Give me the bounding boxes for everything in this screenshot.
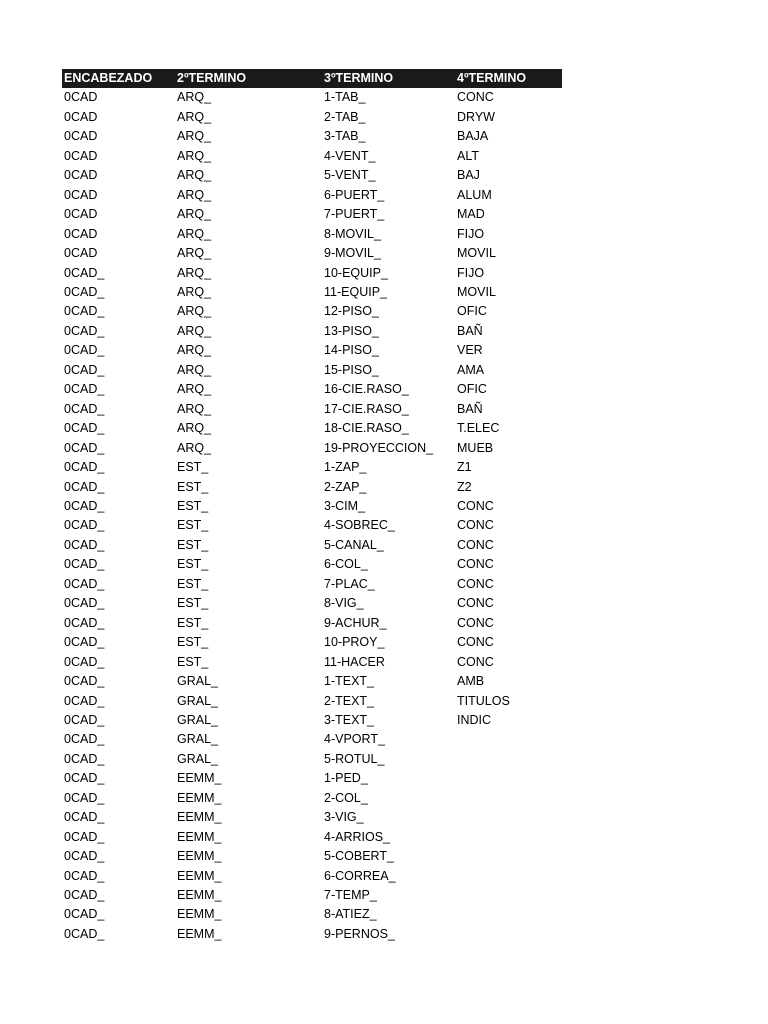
cell-3-termino: 1-TEXT_ <box>324 674 375 689</box>
table-row <box>62 867 562 886</box>
cell-3-termino: 5-CANAL_ <box>324 537 384 552</box>
cell-4-termino: T.ELEC <box>457 421 500 436</box>
cell-3-termino: 2-TEXT_ <box>324 693 375 708</box>
cell-encabezado: 0CAD_ <box>64 596 105 611</box>
cell-2-termino: GRAL_ <box>177 712 218 727</box>
cell-2-termino: EEMM_ <box>177 926 222 941</box>
cell-4-termino: AMB <box>457 674 485 689</box>
cell-2-termino: ARQ_ <box>177 265 212 280</box>
cell-2-termino: ARQ_ <box>177 401 212 416</box>
table-row <box>62 127 562 146</box>
cell-4-termino: CONC <box>457 596 494 611</box>
cell-3-termino: 12-PISO_ <box>324 304 379 319</box>
cell-4-termino: INDIC <box>457 712 492 727</box>
cell-encabezado: 0CAD_ <box>64 518 105 533</box>
cell-4-termino: MOVIL <box>457 284 496 299</box>
cell-4-termino <box>455 925 562 944</box>
cell-4-termino: BAJ <box>457 168 480 183</box>
cell-4-termino: OFIC <box>457 382 487 397</box>
table-row <box>62 692 562 711</box>
cell-3-termino: 7-PLAC_ <box>324 576 375 591</box>
cell-3-termino: 8-VIG_ <box>324 596 364 611</box>
cell-3-termino: 8-ATIEZ_ <box>324 907 377 922</box>
cell-3-termino: 3-VIG_ <box>324 810 364 825</box>
table-row <box>62 905 562 924</box>
cell-4-termino: ALT <box>457 148 479 163</box>
cell-encabezado: 0CAD_ <box>64 693 105 708</box>
cell-2-termino: ARQ_ <box>177 284 212 299</box>
cell-2-termino: ARQ_ <box>177 382 212 397</box>
cell-2-termino: GRAL_ <box>177 751 218 766</box>
cell-encabezado: 0CAD_ <box>64 732 105 747</box>
cell-encabezado: 0CAD_ <box>64 498 105 513</box>
table-row <box>62 225 562 244</box>
naming-table-sheet <box>62 69 562 944</box>
table-row <box>62 361 562 380</box>
cell-3-termino: 5-VENT_ <box>324 168 376 183</box>
table-row <box>62 380 562 399</box>
cell-4-termino: CONC <box>457 615 494 630</box>
cell-encabezado: 0CAD_ <box>64 868 105 883</box>
cell-encabezado: 0CAD_ <box>64 712 105 727</box>
table-row <box>62 575 562 594</box>
cell-3-termino: 9-ACHUR_ <box>324 615 387 630</box>
table-row <box>62 244 562 263</box>
table-row <box>62 322 562 341</box>
cell-2-termino: ARQ_ <box>177 207 212 222</box>
cell-encabezado: 0CAD_ <box>64 362 105 377</box>
cell-encabezado: 0CAD <box>64 246 98 261</box>
cell-encabezado: 0CAD <box>64 129 98 144</box>
table-row <box>62 166 562 185</box>
cell-3-termino: 18-CIE.RASO_ <box>324 421 409 436</box>
cell-3-termino: 3-TAB_ <box>324 129 366 144</box>
table-row <box>62 88 562 107</box>
table-row <box>62 828 562 847</box>
cell-3-termino: 14-PISO_ <box>324 343 379 358</box>
cell-encabezado: 0CAD_ <box>64 576 105 591</box>
cell-2-termino: EST_ <box>177 576 209 591</box>
cell-encabezado: 0CAD_ <box>64 323 105 338</box>
cell-2-termino: EST_ <box>177 654 209 669</box>
cell-encabezado: 0CAD_ <box>64 401 105 416</box>
table-row <box>62 264 562 283</box>
table-row <box>62 186 562 205</box>
cell-encabezado: 0CAD <box>64 226 98 241</box>
cell-2-termino: ARQ_ <box>177 440 212 455</box>
cell-4-termino: ALUM <box>457 187 492 202</box>
cell-4-termino: Z1 <box>457 460 472 475</box>
cell-2-termino: ARQ_ <box>177 226 212 241</box>
cell-2-termino: EST_ <box>177 479 209 494</box>
table-row <box>62 925 562 944</box>
cell-3-termino: 2-ZAP_ <box>324 479 367 494</box>
table-row <box>62 147 562 166</box>
table-row <box>62 614 562 633</box>
cell-encabezado: 0CAD_ <box>64 849 105 864</box>
cell-4-termino: CONC <box>457 90 494 105</box>
table-row <box>62 108 562 127</box>
cell-encabezado: 0CAD_ <box>64 751 105 766</box>
cell-encabezado: 0CAD <box>64 168 98 183</box>
table-row <box>62 730 562 749</box>
cell-encabezado: 0CAD <box>64 109 98 124</box>
cell-2-termino: EEMM_ <box>177 849 222 864</box>
cell-3-termino: 11-HACER <box>324 654 385 669</box>
cell-2-termino: EEMM_ <box>177 907 222 922</box>
cell-3-termino: 1-ZAP_ <box>324 460 367 475</box>
cell-2-termino: EST_ <box>177 498 209 513</box>
cell-3-termino: 5-COBERT_ <box>324 849 394 864</box>
table-row <box>62 594 562 613</box>
cell-2-termino: EEMM_ <box>177 790 222 805</box>
cell-4-termino <box>455 730 562 749</box>
cell-2-termino: EEMM_ <box>177 810 222 825</box>
cell-encabezado: 0CAD_ <box>64 304 105 319</box>
cell-2-termino: EEMM_ <box>177 829 222 844</box>
table-row <box>62 341 562 360</box>
cell-3-termino: 4-ARRIOS_ <box>324 829 390 844</box>
cell-encabezado: 0CAD_ <box>64 888 105 903</box>
cell-encabezado: 0CAD_ <box>64 790 105 805</box>
cell-4-termino: Z2 <box>457 479 472 494</box>
table-row <box>62 458 562 477</box>
cell-encabezado: 0CAD <box>64 148 98 163</box>
table-row <box>62 808 562 827</box>
table-row <box>62 633 562 652</box>
table-row <box>62 205 562 224</box>
cell-2-termino: GRAL_ <box>177 674 218 689</box>
cell-4-termino: CONC <box>457 635 494 650</box>
cell-encabezado: 0CAD_ <box>64 615 105 630</box>
naming-table <box>62 69 562 944</box>
cell-2-termino: ARQ_ <box>177 304 212 319</box>
column-header-3-termino: 3ºTERMINO <box>322 69 455 88</box>
cell-encabezado: 0CAD_ <box>64 674 105 689</box>
cell-2-termino: ARQ_ <box>177 129 212 144</box>
cell-2-termino: GRAL_ <box>177 732 218 747</box>
cell-2-termino: ARQ_ <box>177 187 212 202</box>
table-header-row <box>62 69 562 88</box>
cell-4-termino: AMA <box>457 362 485 377</box>
cell-2-termino: EST_ <box>177 460 209 475</box>
cell-encabezado: 0CAD <box>64 90 98 105</box>
table-row <box>62 516 562 535</box>
cell-4-termino <box>455 769 562 788</box>
cell-2-termino: EST_ <box>177 635 209 650</box>
cell-encabezado: 0CAD_ <box>64 537 105 552</box>
cell-4-termino <box>455 847 562 866</box>
column-header-4-termino: 4ºTERMINO <box>455 69 562 88</box>
cell-encabezado: 0CAD_ <box>64 343 105 358</box>
cell-3-termino: 8-MOVIL_ <box>324 226 381 241</box>
cell-2-termino: EEMM_ <box>177 771 222 786</box>
cell-2-termino: EST_ <box>177 615 209 630</box>
table-row <box>62 478 562 497</box>
cell-2-termino: EST_ <box>177 596 209 611</box>
table-row <box>62 750 562 769</box>
cell-2-termino: ARQ_ <box>177 362 212 377</box>
cell-2-termino: EEMM_ <box>177 868 222 883</box>
cell-3-termino: 6-COL_ <box>324 557 368 572</box>
cell-2-termino: ARQ_ <box>177 323 212 338</box>
table-row <box>62 886 562 905</box>
cell-4-termino: VER <box>457 343 483 358</box>
cell-encabezado: 0CAD_ <box>64 479 105 494</box>
cell-3-termino: 10-PROY_ <box>324 635 385 650</box>
cell-encabezado: 0CAD_ <box>64 557 105 572</box>
cell-4-termino: CONC <box>457 518 494 533</box>
cell-3-termino: 9-MOVIL_ <box>324 246 381 261</box>
cell-4-termino <box>455 789 562 808</box>
cell-3-termino: 10-EQUIP_ <box>324 265 388 280</box>
cell-3-termino: 13-PISO_ <box>324 323 379 338</box>
cell-4-termino: BAÑ <box>457 323 483 338</box>
table-body <box>62 88 562 944</box>
cell-3-termino: 6-CORREA_ <box>324 868 396 883</box>
cell-4-termino: CONC <box>457 576 494 591</box>
cell-3-termino: 3-CIM_ <box>324 498 365 513</box>
cell-3-termino: 6-PUERT_ <box>324 187 385 202</box>
cell-2-termino: GRAL_ <box>177 693 218 708</box>
cell-encabezado: 0CAD_ <box>64 810 105 825</box>
cell-3-termino: 5-ROTUL_ <box>324 751 385 766</box>
cell-3-termino: 15-PISO_ <box>324 362 379 377</box>
cell-4-termino: CONC <box>457 654 494 669</box>
cell-4-termino: MUEB <box>457 440 494 455</box>
cell-4-termino: MAD <box>457 207 485 222</box>
cell-3-termino: 19-PROYECCION_ <box>324 440 434 455</box>
cell-3-termino: 4-SOBREC_ <box>324 518 395 533</box>
cell-encabezado: 0CAD_ <box>64 460 105 475</box>
cell-4-termino: OFIC <box>457 304 487 319</box>
cell-2-termino: ARQ_ <box>177 168 212 183</box>
cell-4-termino: CONC <box>457 537 494 552</box>
table-row <box>62 555 562 574</box>
cell-encabezado: 0CAD_ <box>64 635 105 650</box>
cell-2-termino: EST_ <box>177 557 209 572</box>
cell-3-termino: 2-TAB_ <box>324 109 366 124</box>
cell-3-termino: 7-TEMP_ <box>324 888 377 903</box>
cell-encabezado: 0CAD_ <box>64 265 105 280</box>
cell-3-termino: 3-TEXT_ <box>324 712 375 727</box>
table-row <box>62 653 562 672</box>
table-row <box>62 847 562 866</box>
cell-encabezado: 0CAD_ <box>64 654 105 669</box>
column-header-2-termino: 2ºTERMINO <box>175 69 322 88</box>
cell-3-termino: 9-PERNOS_ <box>324 926 395 941</box>
cell-4-termino <box>455 905 562 924</box>
cell-2-termino: ARQ_ <box>177 148 212 163</box>
cell-encabezado: 0CAD <box>64 187 98 202</box>
cell-4-termino <box>455 867 562 886</box>
table-row <box>62 302 562 321</box>
cell-2-termino: ARQ_ <box>177 109 212 124</box>
cell-encabezado: 0CAD_ <box>64 907 105 922</box>
cell-3-termino: 7-PUERT_ <box>324 207 385 222</box>
table-row <box>62 672 562 691</box>
column-header-encabezado: ENCABEZADO <box>62 69 175 88</box>
cell-2-termino: EEMM_ <box>177 888 222 903</box>
table-row <box>62 536 562 555</box>
cell-3-termino: 2-COL_ <box>324 790 368 805</box>
cell-encabezado: 0CAD_ <box>64 926 105 941</box>
cell-3-termino: 16-CIE.RASO_ <box>324 382 409 397</box>
table-row <box>62 711 562 730</box>
cell-4-termino: BAÑ <box>457 401 483 416</box>
cell-4-termino: CONC <box>457 498 494 513</box>
cell-4-termino <box>455 886 562 905</box>
cell-4-termino: DRYW <box>457 109 495 124</box>
cell-3-termino: 4-VPORT_ <box>324 732 385 747</box>
table-row <box>62 439 562 458</box>
cell-encabezado: 0CAD <box>64 207 98 222</box>
table-row <box>62 400 562 419</box>
cell-4-termino: MOVIL <box>457 246 496 261</box>
cell-4-termino: FIJO <box>457 265 485 280</box>
cell-2-termino: EST_ <box>177 537 209 552</box>
cell-3-termino: 1-TAB_ <box>324 90 366 105</box>
cell-4-termino: CONC <box>457 557 494 572</box>
cell-encabezado: 0CAD_ <box>64 440 105 455</box>
table-row <box>62 419 562 438</box>
cell-3-termino: 4-VENT_ <box>324 148 376 163</box>
cell-encabezado: 0CAD_ <box>64 382 105 397</box>
cell-4-termino <box>455 828 562 847</box>
cell-4-termino <box>455 750 562 769</box>
cell-encabezado: 0CAD_ <box>64 771 105 786</box>
cell-encabezado: 0CAD_ <box>64 284 105 299</box>
cell-2-termino: ARQ_ <box>177 343 212 358</box>
table-row <box>62 283 562 302</box>
cell-3-termino: 11-EQUIP_ <box>324 284 387 299</box>
cell-2-termino: ARQ_ <box>177 246 212 261</box>
cell-4-termino <box>455 808 562 827</box>
table-row <box>62 497 562 516</box>
cell-4-termino: TITULOS <box>457 693 510 708</box>
cell-4-termino: FIJO <box>457 226 485 241</box>
cell-encabezado: 0CAD_ <box>64 829 105 844</box>
cell-2-termino: ARQ_ <box>177 421 212 436</box>
cell-2-termino: ARQ_ <box>177 90 212 105</box>
cell-encabezado: 0CAD_ <box>64 421 105 436</box>
cell-2-termino: EST_ <box>177 518 209 533</box>
table-row <box>62 769 562 788</box>
cell-3-termino: 1-PED_ <box>324 771 368 786</box>
table-row <box>62 789 562 808</box>
cell-4-termino: BAJA <box>457 129 489 144</box>
cell-3-termino: 17-CIE.RASO_ <box>324 401 409 416</box>
